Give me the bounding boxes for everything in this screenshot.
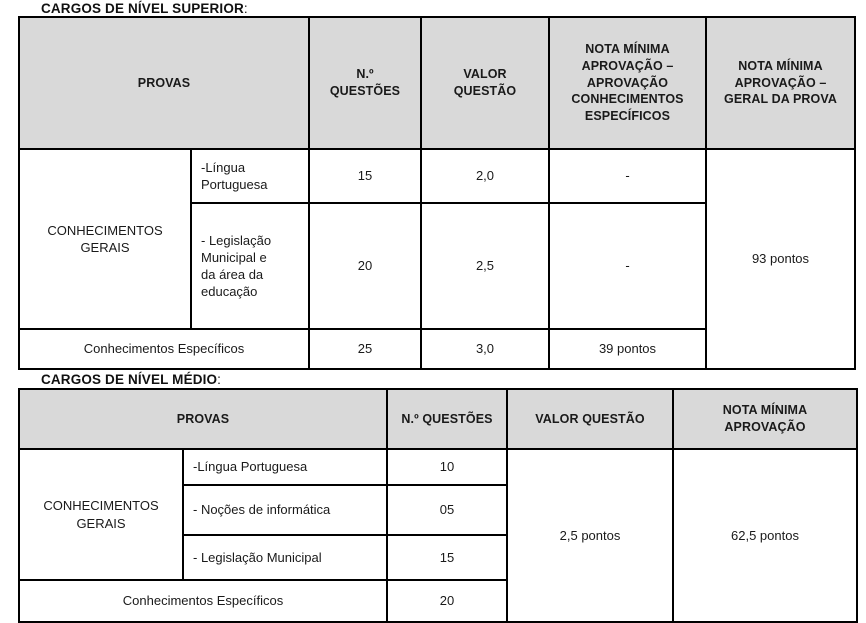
column-header-valor-questao: VALOR QUESTÃO (507, 389, 673, 449)
cell-nota-minima-especificos: - (549, 149, 706, 203)
column-header-num-questoes: N.º QUESTÕES (387, 389, 507, 449)
table-cargos-nivel-medio (18, 388, 858, 623)
cell-nota-minima-aprovacao-value: 62,5 pontos (673, 449, 857, 622)
table-row-header (19, 17, 855, 149)
section-caption-medio-text: CARGOS DE NÍVEL MÉDIO (41, 372, 218, 387)
table-cargos-nivel-superior (18, 16, 856, 370)
section-caption-superior (41, 1, 248, 16)
column-header-provas: PROVAS (19, 389, 387, 449)
column-header-num-questoes (309, 17, 421, 149)
cell-prova-nocoes-informatica: - Noções de informática (183, 485, 387, 535)
nota-minima-especificos-line3: APROVAÇÃO (586, 75, 669, 90)
section-caption-superior-colon: : (243, 1, 248, 16)
column-header-valor-questao-line1: VALOR (463, 67, 507, 82)
nota-minima-especificos-line5: ESPECÍFICOS (584, 109, 671, 124)
section-caption-medio-colon: : (217, 372, 222, 387)
nota-minima-especificos-line1: NOTA MÍNIMA (585, 41, 670, 56)
column-header-nota-minima-aprovacao (673, 389, 857, 449)
prova-lingua-portuguesa-line2: Portuguesa (201, 177, 268, 192)
column-header-num-questoes-line1: N.º (356, 67, 374, 82)
nota-minima-especificos-line2: APROVAÇÃO – (581, 58, 674, 73)
column-header-valor-questao-line2: QUESTÃO (453, 84, 517, 98)
nota-minima-aprovacao-line2: APROVAÇÃO (724, 420, 806, 434)
table-row-header (19, 389, 857, 449)
column-header-valor-questao (421, 17, 549, 149)
nota-minima-geral-line3: GERAL DA PROVA (724, 92, 837, 107)
cell-valor-questao: 2,5 (421, 203, 549, 329)
column-header-nota-minima-especificos (549, 17, 706, 149)
nota-minima-aprovacao-line1: NOTA MÍNIMA (722, 403, 808, 418)
prova-legislacao-line3: da área da (201, 267, 264, 282)
nota-minima-especificos-line4: CONHECIMENTOS (571, 92, 684, 107)
group-label-line2: GERAIS (80, 240, 130, 255)
cell-num-questoes: 15 (309, 149, 421, 203)
prova-lingua-portuguesa-line1: -Língua (201, 159, 246, 175)
cell-nota-minima-geral-value: 93 pontos (706, 149, 855, 369)
cell-prova-conhecimentos-especificos: Conhecimentos Específicos (19, 329, 309, 369)
cell-num-questoes: 25 (309, 329, 421, 369)
group-label-line2: GERAIS (76, 515, 126, 531)
column-header-nota-minima-geral (706, 17, 855, 149)
nota-minima-geral-line1: NOTA MÍNIMA (738, 58, 823, 73)
cell-num-questoes: 05 (387, 485, 507, 535)
cell-num-questoes: 20 (309, 203, 421, 329)
cell-valor-questao: 3,0 (421, 329, 549, 369)
nota-minima-geral-line2: APROVAÇÃO – (734, 75, 827, 90)
cell-group-conhecimentos-gerais (19, 449, 183, 580)
cell-valor-questao: 2,0 (421, 149, 549, 203)
cell-num-questoes: 10 (387, 449, 507, 485)
prova-legislacao-line4: educação (201, 284, 258, 300)
prova-legislacao-line2: Municipal e (201, 249, 267, 265)
prova-legislacao-line1: - Legislação (201, 232, 272, 248)
cell-prova-legislacao-municipal: - Legislação Municipal (183, 535, 387, 580)
column-header-num-questoes-line2: QUESTÕES (329, 84, 401, 98)
table-row (19, 449, 857, 485)
column-header-provas: PROVAS (19, 17, 309, 149)
section-caption-medio (41, 372, 221, 387)
cell-prova-lingua-portuguesa: -Língua Portuguesa (183, 449, 387, 485)
cell-prova-legislacao-municipal (191, 203, 309, 329)
cell-prova-lingua-portuguesa (191, 149, 309, 203)
table-row (19, 149, 855, 203)
cell-group-conhecimentos-gerais (19, 149, 191, 329)
cell-prova-conhecimentos-especificos: Conhecimentos Específicos (19, 580, 387, 622)
cell-valor-questao-value: 2,5 pontos (507, 449, 673, 622)
group-label-line1: CONHECIMENTOS (47, 222, 163, 238)
cell-num-questoes: 20 (387, 580, 507, 622)
cell-nota-minima-especificos: 39 pontos (549, 329, 706, 369)
section-caption-superior-text: CARGOS DE NÍVEL SUPERIOR (41, 1, 244, 16)
cell-nota-minima-especificos: - (549, 203, 706, 329)
group-label-line1: CONHECIMENTOS (43, 498, 159, 514)
cell-num-questoes: 15 (387, 535, 507, 580)
